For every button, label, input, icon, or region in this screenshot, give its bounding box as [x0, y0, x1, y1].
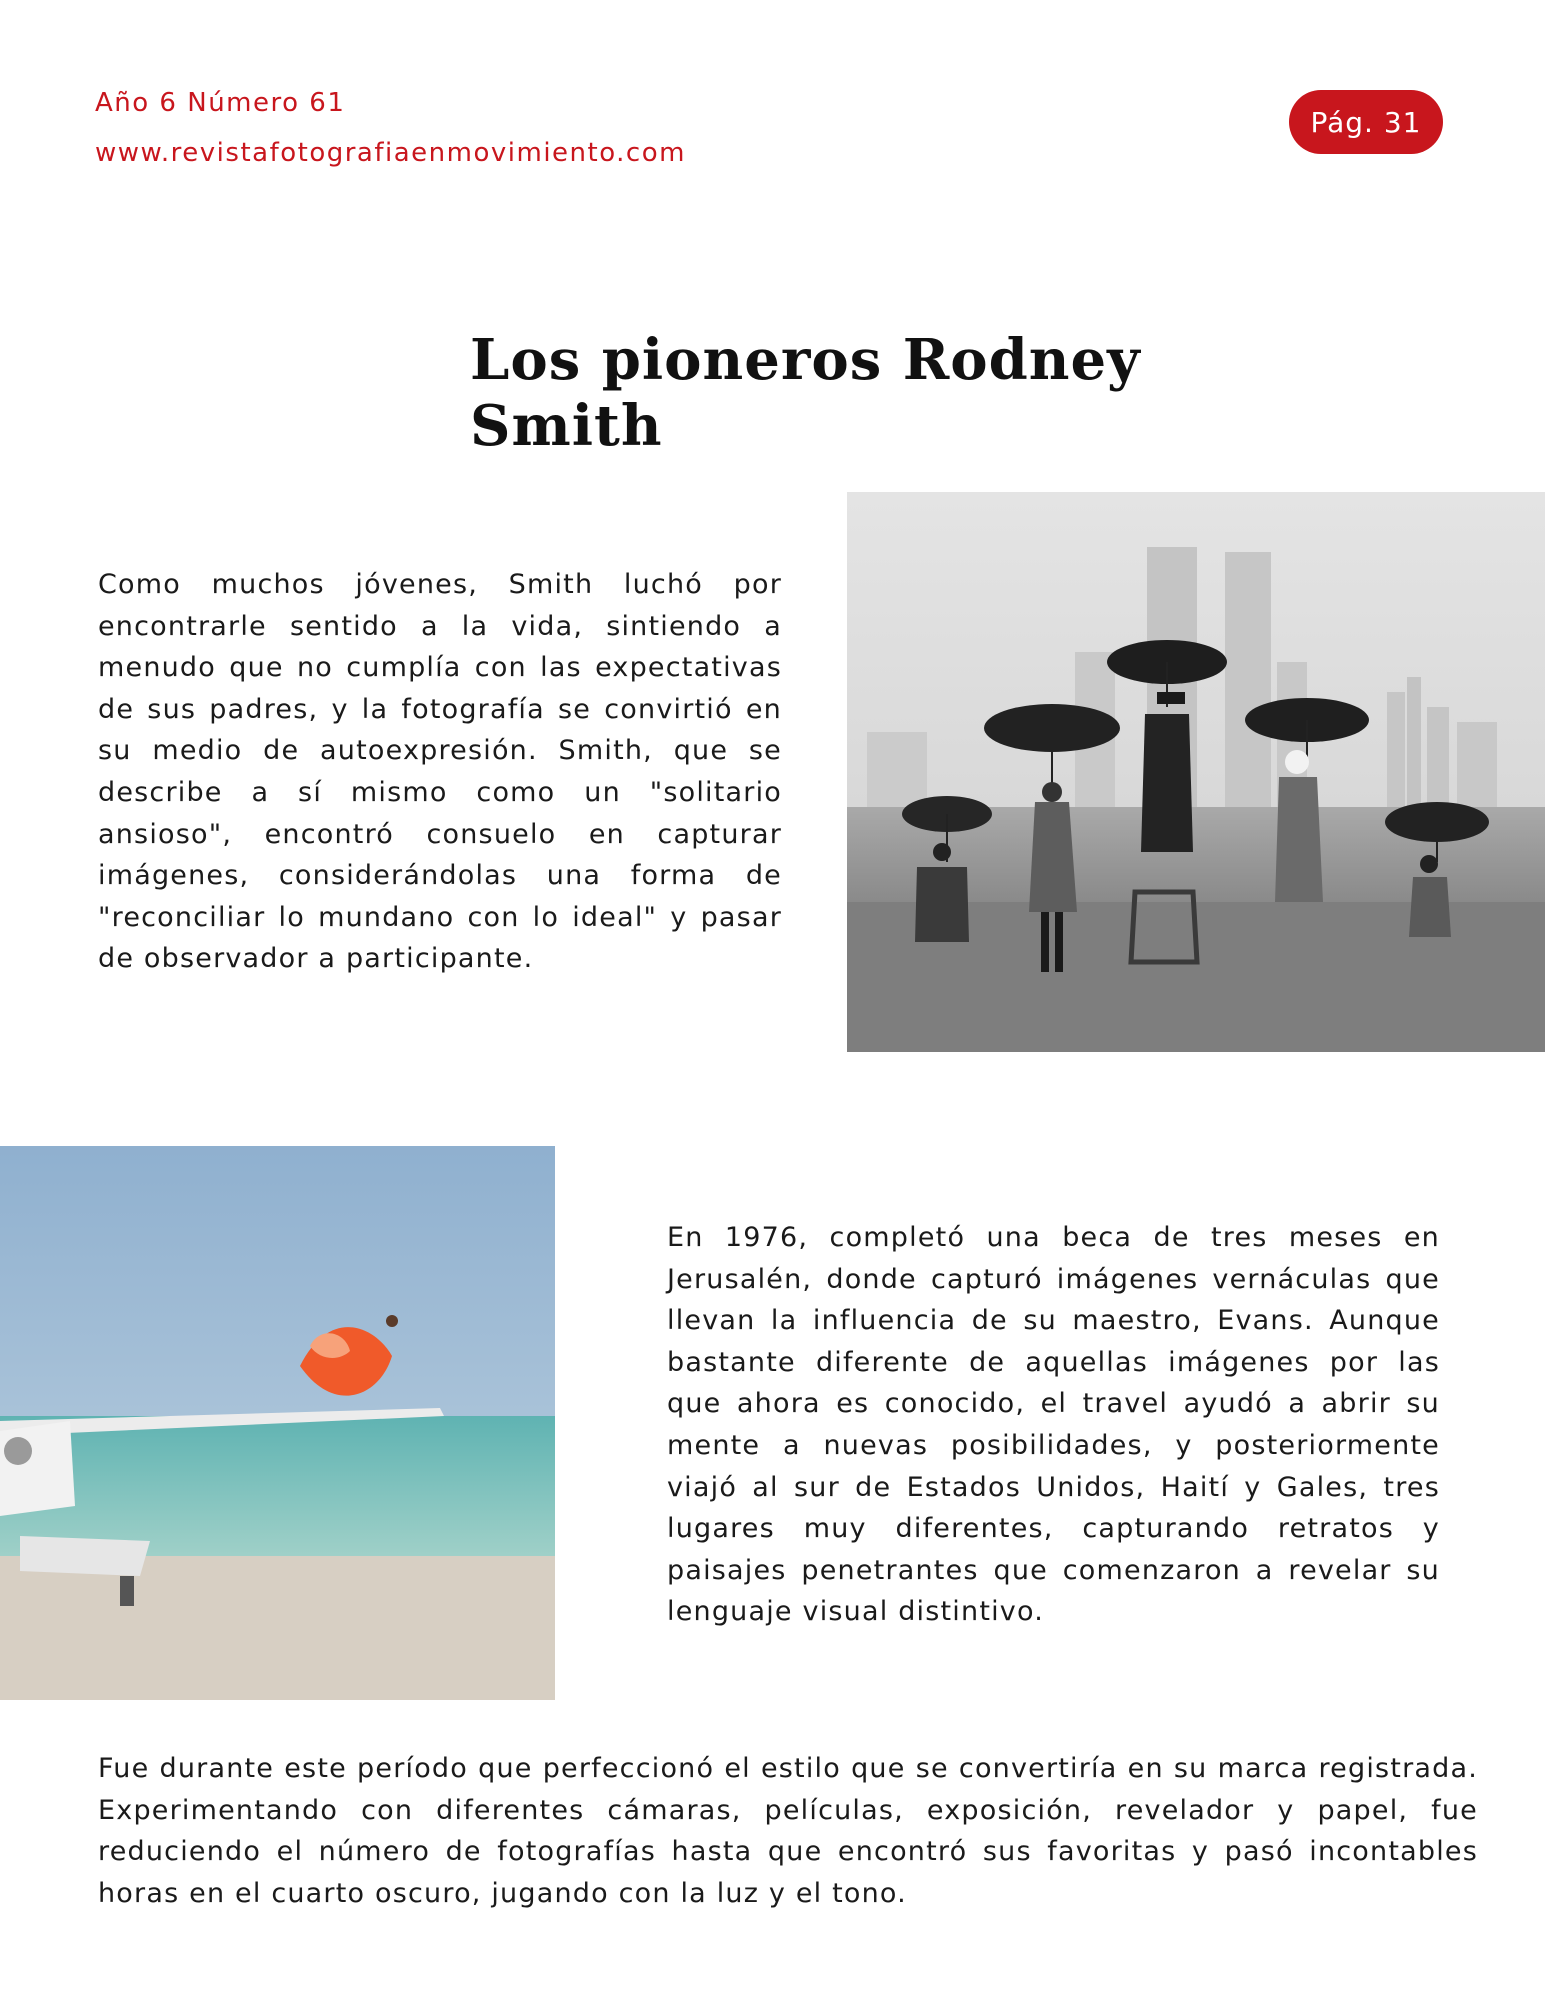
page-number-label: Pág. 31 [1310, 105, 1422, 139]
umbrellas-city-photo [847, 492, 1545, 1052]
article-paragraph-1: Como muchos jóvenes, Smith luchó por encontrarle sentido a la vida, sintiendo a menudo que no cumplía con las expectativas de sus padres, y la fotografía se convirtió en su medio de autoexpresión. Smith, que se describe a sí mismo como un "solitario ansioso", encontró consuelo en capturar imágenes, considerándolas una forma de "reconciliar lo mundano con lo ideal" y pasar de observador a participante. [98, 569, 782, 975]
article-paragraph-3: Fue durante este período que perfeccionó el estilo que se convertiría en su marca registrada. Experimentando con diferentes cámaras, películas, exposición, revelador y papel, fue reduciendo el número de fotografías hasta que encontró sus favoritas y pasó incontables horas en el cuarto oscuro, jugando con la luz y el tono. [98, 1753, 1478, 1909]
article-title: Los pioneros Rodney Smith [470, 327, 1141, 459]
article-paragraph-2: En 1976, completó una beca de tres meses en Jerusalén, donde capturó imágenes vernáculas que llevan la influencia de su maestro, Evans. Aunque bastante diferente de aquellas imágenes por las que ahora es conocido, el travel ayudó a abrir su mente a nuevas posibilidades, y posteriormente viajó al sur de Estados Unidos, Haití y Gales, tres lugares muy diferentes, capturando retratos y paisajes penetrantes que comenzaron a revelar su lenguaje visual distintivo. [667, 1222, 1440, 1628]
seaplane-beach-photo [0, 1146, 555, 1700]
page-number-badge [1289, 90, 1443, 154]
website-url[interactable]: www.revistafotografiaenmovimiento.com [95, 138, 686, 168]
issue-number: Año 6 Número 61 [95, 88, 346, 118]
